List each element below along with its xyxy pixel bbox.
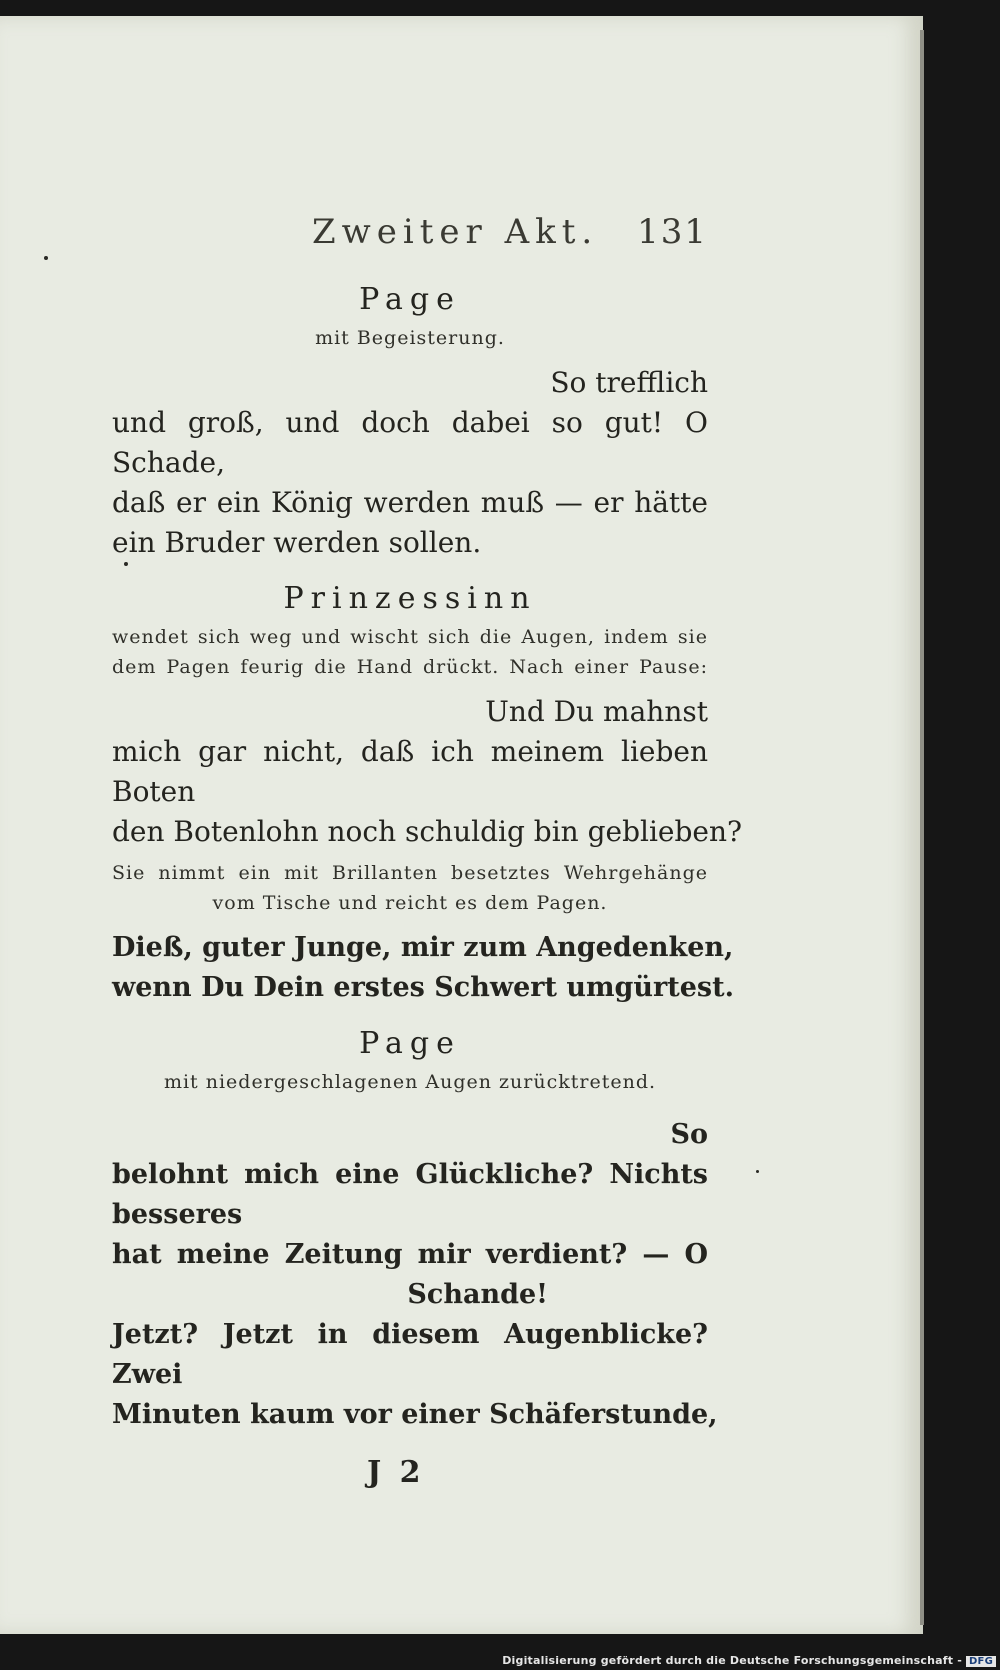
signature-mark xyxy=(112,1455,708,1499)
text-line: und groß, und doch dabei so gut! O Schade, xyxy=(112,406,708,479)
page-header xyxy=(112,212,708,264)
paper-speck xyxy=(756,1170,759,1173)
text-line: Schande! xyxy=(407,1279,548,1310)
speaker-name: Page xyxy=(359,282,461,317)
text-line: ein Bruder werden sollen. xyxy=(112,526,482,559)
stage-direction: mit Begeisterung. xyxy=(315,327,505,349)
paper-speck xyxy=(44,256,48,260)
speaker-name: Prinzessinn xyxy=(283,581,537,616)
text-line: So xyxy=(670,1119,708,1150)
text-line: So trefflich xyxy=(550,366,708,399)
text-line: Minuten kaum vor einer Schäferstunde, xyxy=(112,1399,718,1430)
text-line: Und Du mahnst xyxy=(485,695,708,728)
page-number: 131 xyxy=(637,212,708,252)
stage-direction: wendet sich weg und wischt sich die Augen, indem sie dem Pagen feurig die Hand drückt. Nach einer Pause: xyxy=(112,626,708,678)
text-line: hat meine Zeitung mir verdient? — O xyxy=(112,1239,708,1270)
text-line: Jetzt? Jetzt in diesem Augenblicke? Zwei xyxy=(112,1319,708,1390)
running-head: Zweiter Akt. xyxy=(312,212,599,252)
text-line: Dieß, guter Junge, mir zum Angedenken, xyxy=(112,932,734,963)
signature-mark-text: J 2 xyxy=(367,1455,425,1490)
book-page xyxy=(0,16,923,1634)
speaker-name: Page xyxy=(359,1026,461,1061)
page-text xyxy=(112,212,743,1499)
funding-credit xyxy=(502,1654,996,1667)
page-edge xyxy=(920,30,924,1625)
text-line: den Botenlohn noch schuldig bin geblieben? xyxy=(112,815,743,848)
text-line: belohnt mich eine Glückliche? Nichts besseres xyxy=(112,1159,708,1230)
text-line: daß er ein König werden muß — er hätte xyxy=(112,486,708,519)
footer-bar xyxy=(0,1650,1000,1670)
text-line: wenn Du Dein erstes Schwert umgürtest. xyxy=(112,972,735,1003)
stage-direction: mit niedergeschlagenen Augen zurücktretend. xyxy=(163,1071,657,1093)
stage-direction: Sie nimmt ein mit Brillanten besetztes Wehrgehänge vom Tische und reicht es dem Pagen. xyxy=(112,862,708,914)
dfg-logo-icon: DFG xyxy=(966,1656,996,1667)
text-line: mich gar nicht, daß ich meinem lieben Boten xyxy=(112,735,708,808)
funding-credit-text: Digitalisierung gefördert durch die Deutsche Forschungsgemeinschaft - xyxy=(502,1654,963,1667)
